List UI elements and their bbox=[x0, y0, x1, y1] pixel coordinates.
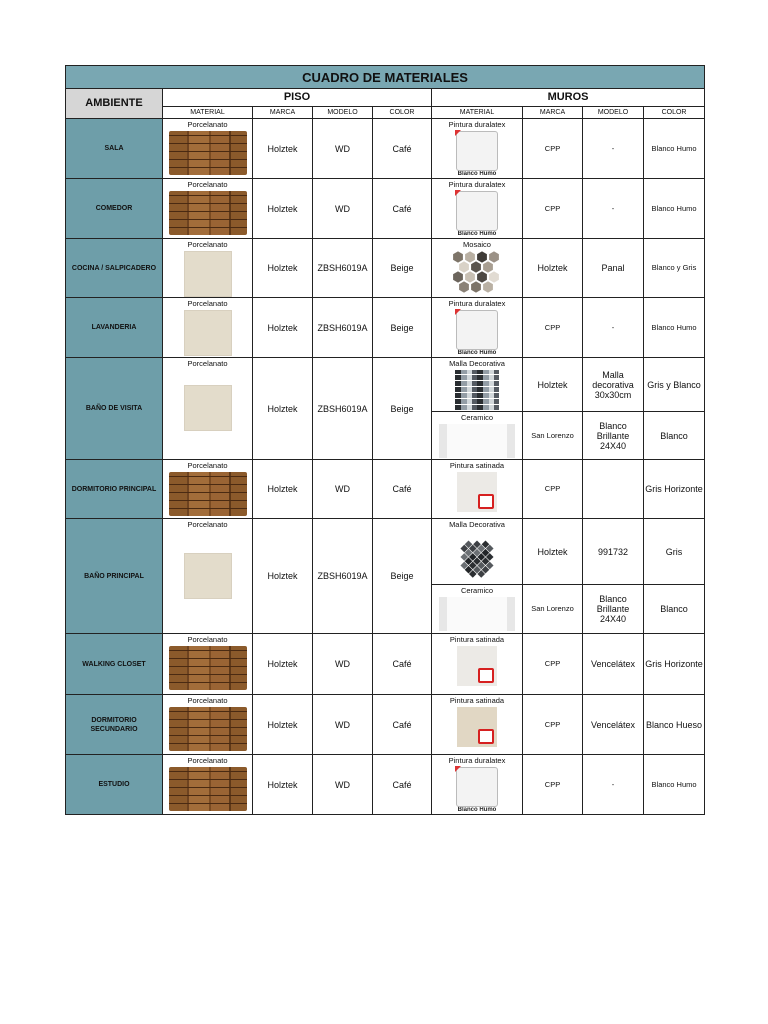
wall-brand: CPP bbox=[523, 755, 583, 815]
floor-material: Porcelanato bbox=[187, 299, 228, 308]
floor-brand: Holztek bbox=[253, 179, 313, 239]
floor-material: Porcelanato bbox=[187, 180, 228, 189]
wood-porcelain-swatch bbox=[169, 131, 247, 175]
wall-model: Malla decorativa 30x30cm bbox=[583, 358, 644, 412]
table-row bbox=[66, 460, 705, 519]
wall-brand: CPP bbox=[523, 634, 583, 695]
floor-model: WD bbox=[313, 460, 373, 519]
floor-brand: Holztek bbox=[253, 634, 313, 695]
table-row bbox=[66, 519, 705, 585]
swatch-spacer bbox=[163, 369, 252, 384]
wall-brand: CPP bbox=[523, 119, 583, 179]
table-row bbox=[66, 634, 705, 695]
wall-brand: CPP bbox=[523, 695, 583, 755]
wall-model: 991732 bbox=[583, 519, 644, 585]
wall-material: Pintura duralatex bbox=[448, 299, 506, 308]
floor-model: ZBSH6019A bbox=[313, 239, 373, 298]
floor-color: Café bbox=[373, 634, 432, 695]
ceramic-swatch bbox=[439, 597, 515, 631]
wall-color: Gris bbox=[644, 519, 705, 585]
wall-material: Pintura satinada bbox=[449, 461, 505, 470]
muros-marca-header: MARCA bbox=[523, 107, 583, 119]
swatch-spacer bbox=[163, 530, 252, 552]
floor-material-cell bbox=[163, 695, 253, 755]
floor-color: Café bbox=[373, 119, 432, 179]
room-name: BAÑO PRINCIPAL bbox=[66, 519, 163, 634]
floor-model: WD bbox=[313, 755, 373, 815]
muros-color-header: COLOR bbox=[644, 107, 705, 119]
floor-color: Beige bbox=[373, 298, 432, 358]
wall-model: Blanco Brillante 24X40 bbox=[583, 412, 644, 460]
wall-model: Vencelátex bbox=[583, 695, 644, 755]
floor-brand: Holztek bbox=[253, 460, 313, 519]
floor-color: Beige bbox=[373, 239, 432, 298]
floor-material-cell bbox=[163, 119, 253, 179]
wood-porcelain-swatch bbox=[169, 707, 247, 751]
ceramic-swatch bbox=[439, 424, 515, 458]
wall-color: Blanco Humo bbox=[644, 119, 705, 179]
floor-brand: Holztek bbox=[253, 695, 313, 755]
wood-porcelain-swatch bbox=[169, 191, 247, 235]
white-paint-swatch bbox=[456, 767, 498, 807]
white-paint-swatch bbox=[456, 310, 498, 350]
floor-material-cell bbox=[163, 179, 253, 239]
wall-material: Pintura duralatex bbox=[448, 120, 506, 129]
floor-material: Porcelanato bbox=[187, 120, 228, 129]
muros-header: MUROS bbox=[432, 89, 705, 107]
floor-brand: Holztek bbox=[253, 298, 313, 358]
room-name: BAÑO DE VISITA bbox=[66, 358, 163, 460]
wall-model: Vencelátex bbox=[583, 634, 644, 695]
swatch-caption: Blanco Humo bbox=[457, 171, 497, 177]
wall-material-cell bbox=[432, 298, 523, 358]
wall-brand: San Lorenzo bbox=[523, 585, 583, 634]
room-name: COMEDOR bbox=[66, 179, 163, 239]
floor-model: WD bbox=[313, 634, 373, 695]
floor-material: Porcelanato bbox=[187, 756, 228, 765]
white-paint-swatch bbox=[456, 191, 498, 231]
table-row bbox=[66, 239, 705, 298]
floor-material-cell bbox=[163, 298, 253, 358]
floor-brand: Holztek bbox=[253, 358, 313, 460]
room-name: DORMITORIO PRINCIPAL bbox=[66, 460, 163, 519]
floor-material: Porcelanato bbox=[187, 696, 228, 705]
wall-material: Ceramico bbox=[460, 413, 494, 422]
wall-material: Malla Decorativa bbox=[449, 520, 505, 529]
table-row bbox=[66, 298, 705, 358]
table-row bbox=[66, 695, 705, 755]
muros-material-header: MATERIAL bbox=[432, 107, 523, 119]
floor-material: Porcelanato bbox=[187, 461, 228, 470]
floor-material-cell bbox=[163, 239, 253, 298]
wall-model: - bbox=[583, 119, 644, 179]
room-name: ESTUDIO bbox=[66, 755, 163, 815]
floor-color: Café bbox=[373, 695, 432, 755]
floor-color: Café bbox=[373, 179, 432, 239]
piso-material-header: MATERIAL bbox=[163, 107, 253, 119]
floor-brand: Holztek bbox=[253, 755, 313, 815]
floor-model: ZBSH6019A bbox=[313, 358, 373, 460]
zigzag-mosaic-icon bbox=[452, 531, 502, 581]
floor-material-cell bbox=[163, 755, 253, 815]
table-row bbox=[66, 119, 705, 179]
wall-model: - bbox=[583, 755, 644, 815]
floor-brand: Holztek bbox=[253, 239, 313, 298]
floor-model: ZBSH6019A bbox=[313, 298, 373, 358]
table-row bbox=[66, 755, 705, 815]
satin-paint-swatch bbox=[457, 472, 497, 512]
wall-brand: Holztek bbox=[523, 358, 583, 412]
wall-brand: CPP bbox=[523, 179, 583, 239]
floor-material-cell bbox=[163, 358, 253, 460]
wall-color: Blanco bbox=[644, 585, 705, 634]
wall-material: Pintura duralatex bbox=[448, 180, 506, 189]
floor-material-cell bbox=[163, 634, 253, 695]
wall-color: Gris Horizonte bbox=[644, 634, 705, 695]
table-title: CUADRO DE MATERIALES bbox=[66, 66, 705, 89]
wood-porcelain-swatch bbox=[169, 767, 247, 811]
wall-material-cell bbox=[432, 460, 523, 519]
piso-header: PISO bbox=[163, 89, 432, 107]
wall-model: - bbox=[583, 179, 644, 239]
wall-brand: Holztek bbox=[523, 239, 583, 298]
mesh-mosaic-swatch bbox=[455, 370, 499, 410]
muros-modelo-header: MODELO bbox=[583, 107, 644, 119]
wall-model: - bbox=[583, 298, 644, 358]
satin-paint-swatch bbox=[457, 646, 497, 686]
floor-color: Beige bbox=[373, 358, 432, 460]
wall-material-cell bbox=[432, 634, 523, 695]
wall-model: Panal bbox=[583, 239, 644, 298]
piso-color-header: COLOR bbox=[373, 107, 432, 119]
floor-material-cell bbox=[163, 460, 253, 519]
swatch-caption: Blanco Humo bbox=[457, 350, 497, 356]
floor-model: ZBSH6019A bbox=[313, 519, 373, 634]
floor-material-cell bbox=[163, 519, 253, 634]
wall-color: Blanco bbox=[644, 412, 705, 460]
room-name: COCINA / SALPICADERO bbox=[66, 239, 163, 298]
wall-brand: San Lorenzo bbox=[523, 412, 583, 460]
wall-material: Pintura duralatex bbox=[448, 756, 506, 765]
wood-porcelain-swatch bbox=[169, 646, 247, 690]
wall-material-cell bbox=[432, 755, 523, 815]
beige-porcelain-swatch bbox=[184, 251, 232, 297]
room-name: WALKING CLOSET bbox=[66, 634, 163, 695]
piso-modelo-header: MODELO bbox=[313, 107, 373, 119]
wall-material: Malla Decorativa bbox=[449, 359, 505, 368]
floor-model: WD bbox=[313, 119, 373, 179]
floor-color: Beige bbox=[373, 519, 432, 634]
wall-material: Pintura satinada bbox=[449, 635, 505, 644]
wall-material: Pintura satinada bbox=[449, 696, 505, 705]
floor-model: WD bbox=[313, 695, 373, 755]
wall-brand: Holztek bbox=[523, 519, 583, 585]
wall-model bbox=[583, 460, 644, 519]
wall-material-cell bbox=[432, 179, 523, 239]
wall-color: Blanco Humo bbox=[644, 298, 705, 358]
table-row bbox=[66, 358, 705, 412]
room-name: SALA bbox=[66, 119, 163, 179]
wall-color: Blanco y Gris bbox=[644, 239, 705, 298]
wood-porcelain-swatch bbox=[169, 472, 247, 516]
wall-material-cell bbox=[432, 358, 523, 412]
materials-table bbox=[65, 65, 705, 815]
wall-material-cell bbox=[432, 695, 523, 755]
floor-material: Porcelanato bbox=[187, 520, 228, 529]
wall-model: Blanco Brillante 24X40 bbox=[583, 585, 644, 634]
wall-material: Mosaico bbox=[463, 240, 491, 249]
room-name: LAVANDERIA bbox=[66, 298, 163, 358]
floor-brand: Holztek bbox=[253, 119, 313, 179]
wall-material-cell bbox=[432, 519, 523, 585]
floor-material: Porcelanato bbox=[187, 635, 228, 644]
wall-material: Ceramico bbox=[460, 586, 494, 595]
wall-material-cell bbox=[432, 239, 523, 298]
piso-marca-header: MARCA bbox=[253, 107, 313, 119]
wall-color: Gris Horizonte bbox=[644, 460, 705, 519]
floor-material: Porcelanato bbox=[187, 240, 228, 249]
white-paint-swatch bbox=[456, 131, 498, 171]
room-name: DORMITORIO SECUNDARIO bbox=[66, 695, 163, 755]
beige-porcelain-swatch bbox=[184, 310, 232, 356]
ambiente-header: AMBIENTE bbox=[66, 89, 163, 119]
beige-porcelain-swatch bbox=[184, 385, 232, 431]
wall-brand: CPP bbox=[523, 460, 583, 519]
table-row bbox=[66, 179, 705, 239]
swatch-caption: Blanco Humo bbox=[457, 231, 497, 237]
floor-color: Café bbox=[373, 460, 432, 519]
wall-color: Blanco Humo bbox=[644, 179, 705, 239]
beige-porcelain-swatch bbox=[184, 553, 232, 599]
wall-color: Blanco Hueso bbox=[644, 695, 705, 755]
wall-color: Gris y Blanco bbox=[644, 358, 705, 412]
floor-brand: Holztek bbox=[253, 519, 313, 634]
wall-color: Blanco Humo bbox=[644, 755, 705, 815]
wall-brand: CPP bbox=[523, 298, 583, 358]
wall-material-cell bbox=[432, 585, 523, 634]
hexagon-mosaic-icon bbox=[451, 251, 503, 293]
wall-material-cell bbox=[432, 119, 523, 179]
swatch-caption: Blanco Humo bbox=[457, 807, 497, 813]
wall-material-cell bbox=[432, 412, 523, 460]
floor-color: Café bbox=[373, 755, 432, 815]
satin-paint-swatch bbox=[457, 707, 497, 747]
floor-model: WD bbox=[313, 179, 373, 239]
floor-material: Porcelanato bbox=[187, 359, 228, 368]
